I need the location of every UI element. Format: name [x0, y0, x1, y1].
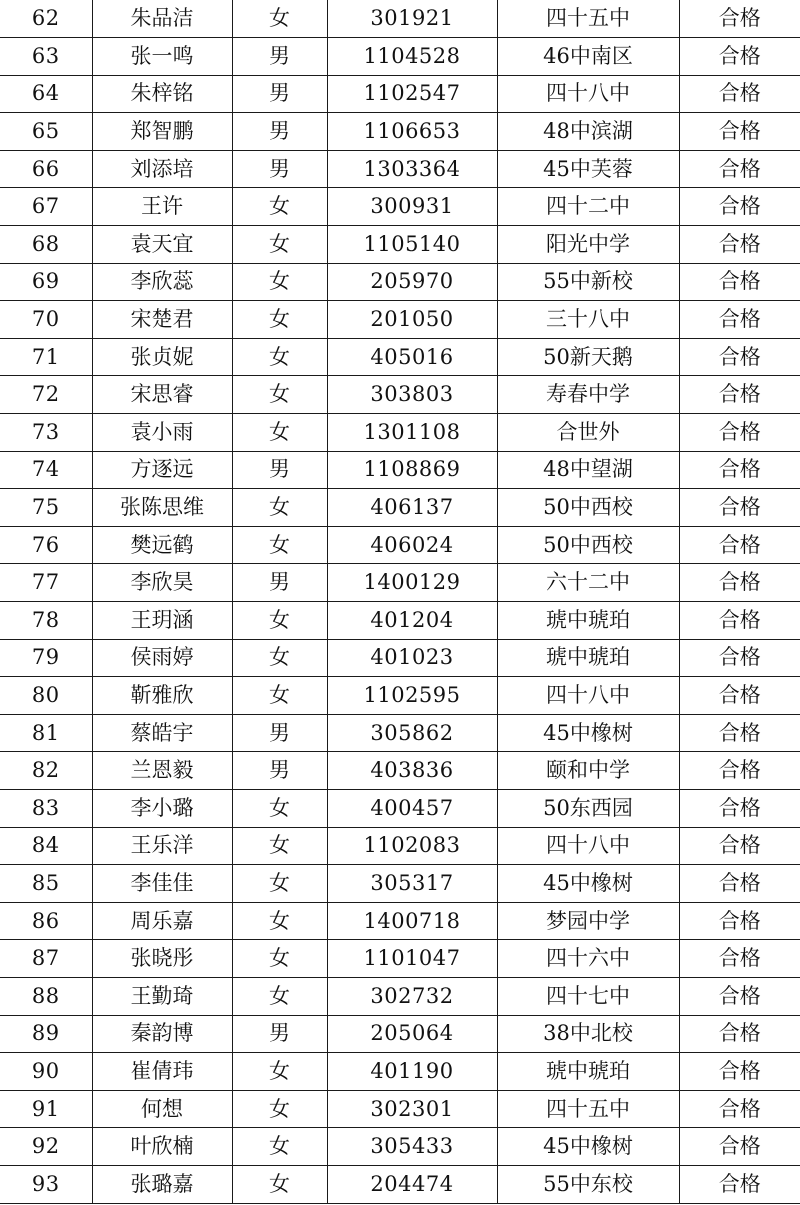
result-cell: 合格 — [679, 113, 800, 151]
result-cell: 合格 — [679, 940, 800, 978]
student-id-cell: 204474 — [327, 1165, 497, 1203]
row-number-cell: 87 — [0, 940, 92, 978]
row-number-cell: 71 — [0, 338, 92, 376]
student-id-cell: 401204 — [327, 602, 497, 640]
table-row — [0, 1128, 800, 1166]
result-cell: 合格 — [679, 564, 800, 602]
result-cell: 合格 — [679, 338, 800, 376]
student-name-cell: 张璐嘉 — [92, 1165, 232, 1203]
gender-cell: 女 — [232, 526, 327, 564]
gender-cell: 女 — [232, 376, 327, 414]
row-number-cell: 90 — [0, 1053, 92, 1091]
student-name-cell: 袁天宜 — [92, 226, 232, 264]
result-cell: 合格 — [679, 451, 800, 489]
student-name-cell: 宋楚君 — [92, 301, 232, 339]
row-number-cell: 83 — [0, 789, 92, 827]
student-id-cell: 400457 — [327, 789, 497, 827]
result-cell: 合格 — [679, 526, 800, 564]
table-row — [0, 789, 800, 827]
result-cell: 合格 — [679, 865, 800, 903]
table-row — [0, 865, 800, 903]
table-row — [0, 113, 800, 151]
row-number-cell: 62 — [0, 0, 92, 38]
gender-cell: 男 — [232, 150, 327, 188]
result-cell: 合格 — [679, 150, 800, 188]
school-cell: 55中东校 — [497, 1165, 679, 1203]
student-id-cell: 1400129 — [327, 564, 497, 602]
gender-cell: 男 — [232, 752, 327, 790]
student-id-cell: 1106653 — [327, 113, 497, 151]
school-cell: 45中橡树 — [497, 1128, 679, 1166]
table-row — [0, 376, 800, 414]
gender-cell: 女 — [232, 940, 327, 978]
student-id-cell: 205970 — [327, 263, 497, 301]
result-cell: 合格 — [679, 902, 800, 940]
table-row — [0, 414, 800, 452]
gender-cell: 男 — [232, 38, 327, 76]
row-number-cell: 86 — [0, 902, 92, 940]
table-row — [0, 752, 800, 790]
table-row — [0, 902, 800, 940]
student-name-cell: 袁小雨 — [92, 414, 232, 452]
result-cell: 合格 — [679, 752, 800, 790]
result-cell: 合格 — [679, 376, 800, 414]
school-cell: 寿春中学 — [497, 376, 679, 414]
row-number-cell: 81 — [0, 714, 92, 752]
row-number-cell: 73 — [0, 414, 92, 452]
student-name-cell: 刘添培 — [92, 150, 232, 188]
student-id-cell: 303803 — [327, 376, 497, 414]
school-cell: 45中橡树 — [497, 865, 679, 903]
row-number-cell: 92 — [0, 1128, 92, 1166]
result-cell: 合格 — [679, 38, 800, 76]
table-row — [0, 714, 800, 752]
row-number-cell: 67 — [0, 188, 92, 226]
row-number-cell: 63 — [0, 38, 92, 76]
school-cell: 四十二中 — [497, 188, 679, 226]
gender-cell: 女 — [232, 188, 327, 226]
gender-cell: 女 — [232, 0, 327, 38]
result-cell: 合格 — [679, 188, 800, 226]
gender-cell: 女 — [232, 489, 327, 527]
row-number-cell: 80 — [0, 677, 92, 715]
row-number-cell: 78 — [0, 602, 92, 640]
student-id-cell: 300931 — [327, 188, 497, 226]
school-cell: 48中望湖 — [497, 451, 679, 489]
gender-cell: 女 — [232, 1090, 327, 1128]
student-id-cell: 205064 — [327, 1015, 497, 1053]
table-row — [0, 75, 800, 113]
student-id-cell: 301921 — [327, 0, 497, 38]
table-row — [0, 1053, 800, 1091]
student-name-cell: 张贞妮 — [92, 338, 232, 376]
school-cell: 梦园中学 — [497, 902, 679, 940]
result-cell: 合格 — [679, 1165, 800, 1203]
student-id-cell: 305433 — [327, 1128, 497, 1166]
student-id-cell: 201050 — [327, 301, 497, 339]
school-cell: 48中滨湖 — [497, 113, 679, 151]
table-row — [0, 1165, 800, 1203]
result-cell: 合格 — [679, 789, 800, 827]
student-name-cell: 李欣昊 — [92, 564, 232, 602]
student-name-cell: 李小璐 — [92, 789, 232, 827]
table-row — [0, 827, 800, 865]
student-id-cell: 401190 — [327, 1053, 497, 1091]
table-row — [0, 977, 800, 1015]
row-number-cell: 79 — [0, 639, 92, 677]
result-cell: 合格 — [679, 0, 800, 38]
gender-cell: 女 — [232, 338, 327, 376]
school-cell: 50新天鹅 — [497, 338, 679, 376]
student-id-cell: 302301 — [327, 1090, 497, 1128]
result-cell: 合格 — [679, 414, 800, 452]
row-number-cell: 84 — [0, 827, 92, 865]
school-cell: 六十二中 — [497, 564, 679, 602]
table-row — [0, 940, 800, 978]
row-number-cell: 75 — [0, 489, 92, 527]
table-row — [0, 526, 800, 564]
gender-cell: 女 — [232, 865, 327, 903]
student-id-cell: 1104528 — [327, 38, 497, 76]
student-name-cell: 郑智鹏 — [92, 113, 232, 151]
table-row — [0, 226, 800, 264]
student-name-cell: 朱梓铭 — [92, 75, 232, 113]
result-cell: 合格 — [679, 714, 800, 752]
result-cell: 合格 — [679, 301, 800, 339]
table-row — [0, 188, 800, 226]
student-id-cell: 1105140 — [327, 226, 497, 264]
school-cell: 四十五中 — [497, 1090, 679, 1128]
gender-cell: 女 — [232, 301, 327, 339]
student-name-cell: 张陈思维 — [92, 489, 232, 527]
row-number-cell: 76 — [0, 526, 92, 564]
school-cell: 颐和中学 — [497, 752, 679, 790]
gender-cell: 女 — [232, 789, 327, 827]
student-name-cell: 樊远鹤 — [92, 526, 232, 564]
gender-cell: 女 — [232, 602, 327, 640]
student-name-cell: 王乐洋 — [92, 827, 232, 865]
school-cell: 50中西校 — [497, 526, 679, 564]
table-row — [0, 451, 800, 489]
gender-cell: 女 — [232, 677, 327, 715]
gender-cell: 女 — [232, 827, 327, 865]
table-row — [0, 150, 800, 188]
gender-cell: 女 — [232, 1128, 327, 1166]
row-number-cell: 72 — [0, 376, 92, 414]
table-row — [0, 602, 800, 640]
table-row — [0, 564, 800, 602]
gender-cell: 女 — [232, 902, 327, 940]
student-name-cell: 张一鸣 — [92, 38, 232, 76]
gender-cell: 女 — [232, 1165, 327, 1203]
student-name-cell: 李欣蕊 — [92, 263, 232, 301]
result-cell: 合格 — [679, 489, 800, 527]
row-number-cell: 85 — [0, 865, 92, 903]
result-cell: 合格 — [679, 1090, 800, 1128]
student-name-cell: 方逐远 — [92, 451, 232, 489]
student-name-cell: 何想 — [92, 1090, 232, 1128]
school-cell: 45中芙蓉 — [497, 150, 679, 188]
school-cell: 四十五中 — [497, 0, 679, 38]
school-cell: 琥中琥珀 — [497, 602, 679, 640]
table-row — [0, 1015, 800, 1053]
student-name-cell: 宋思睿 — [92, 376, 232, 414]
school-cell: 55中新校 — [497, 263, 679, 301]
row-number-cell: 88 — [0, 977, 92, 1015]
student-name-cell: 兰恩毅 — [92, 752, 232, 790]
row-number-cell: 69 — [0, 263, 92, 301]
student-id-cell: 403836 — [327, 752, 497, 790]
student-name-cell: 侯雨婷 — [92, 639, 232, 677]
student-name-cell: 周乐嘉 — [92, 902, 232, 940]
row-number-cell: 64 — [0, 75, 92, 113]
gender-cell: 男 — [232, 451, 327, 489]
school-cell: 45中橡树 — [497, 714, 679, 752]
student-name-cell: 李佳佳 — [92, 865, 232, 903]
result-cell: 合格 — [679, 602, 800, 640]
row-number-cell: 70 — [0, 301, 92, 339]
gender-cell: 男 — [232, 564, 327, 602]
student-id-cell: 1102083 — [327, 827, 497, 865]
result-cell: 合格 — [679, 1128, 800, 1166]
row-number-cell: 89 — [0, 1015, 92, 1053]
table-row — [0, 263, 800, 301]
student-id-cell: 406137 — [327, 489, 497, 527]
result-cell: 合格 — [679, 1015, 800, 1053]
student-id-cell: 1101047 — [327, 940, 497, 978]
table-row — [0, 0, 800, 38]
school-cell: 四十八中 — [497, 827, 679, 865]
row-number-cell: 82 — [0, 752, 92, 790]
row-number-cell: 65 — [0, 113, 92, 151]
student-name-cell: 蔡皓宇 — [92, 714, 232, 752]
student-id-cell: 302732 — [327, 977, 497, 1015]
result-cell: 合格 — [679, 1053, 800, 1091]
gender-cell: 女 — [232, 226, 327, 264]
gender-cell: 男 — [232, 1015, 327, 1053]
gender-cell: 女 — [232, 639, 327, 677]
row-number-cell: 77 — [0, 564, 92, 602]
gender-cell: 女 — [232, 263, 327, 301]
school-cell: 四十七中 — [497, 977, 679, 1015]
row-number-cell: 93 — [0, 1165, 92, 1203]
result-cell: 合格 — [679, 263, 800, 301]
student-name-cell: 朱品洁 — [92, 0, 232, 38]
student-id-cell: 305317 — [327, 865, 497, 903]
table-row — [0, 677, 800, 715]
row-number-cell: 74 — [0, 451, 92, 489]
result-cell: 合格 — [679, 75, 800, 113]
school-cell: 四十八中 — [497, 75, 679, 113]
gender-cell: 女 — [232, 1053, 327, 1091]
school-cell: 46中南区 — [497, 38, 679, 76]
school-cell: 琥中琥珀 — [497, 1053, 679, 1091]
school-cell: 三十八中 — [497, 301, 679, 339]
result-cell: 合格 — [679, 827, 800, 865]
school-cell: 琥中琥珀 — [497, 639, 679, 677]
table-row — [0, 639, 800, 677]
student-name-cell: 王玥涵 — [92, 602, 232, 640]
gender-cell: 男 — [232, 113, 327, 151]
student-name-cell: 王勤琦 — [92, 977, 232, 1015]
gender-cell: 男 — [232, 75, 327, 113]
gender-cell: 男 — [232, 714, 327, 752]
result-cell: 合格 — [679, 977, 800, 1015]
school-cell: 四十八中 — [497, 677, 679, 715]
school-cell: 阳光中学 — [497, 226, 679, 264]
student-name-cell: 崔倩玮 — [92, 1053, 232, 1091]
gender-cell: 女 — [232, 414, 327, 452]
row-number-cell: 68 — [0, 226, 92, 264]
table-row — [0, 338, 800, 376]
student-id-cell: 406024 — [327, 526, 497, 564]
student-id-cell: 1303364 — [327, 150, 497, 188]
school-cell: 50中西校 — [497, 489, 679, 527]
result-cell: 合格 — [679, 639, 800, 677]
student-id-cell: 401023 — [327, 639, 497, 677]
student-id-cell: 305862 — [327, 714, 497, 752]
student-id-cell: 1102547 — [327, 75, 497, 113]
student-name-cell: 叶欣楠 — [92, 1128, 232, 1166]
table-row — [0, 38, 800, 76]
student-id-cell: 405016 — [327, 338, 497, 376]
student-name-cell: 张晓彤 — [92, 940, 232, 978]
result-cell: 合格 — [679, 677, 800, 715]
result-cell: 合格 — [679, 226, 800, 264]
table-row — [0, 489, 800, 527]
table-row — [0, 301, 800, 339]
student-id-cell: 1301108 — [327, 414, 497, 452]
student-name-cell: 秦韵博 — [92, 1015, 232, 1053]
table-row — [0, 1090, 800, 1128]
gender-cell: 女 — [232, 977, 327, 1015]
school-cell: 50东西园 — [497, 789, 679, 827]
school-cell: 38中北校 — [497, 1015, 679, 1053]
row-number-cell: 91 — [0, 1090, 92, 1128]
student-id-cell: 1108869 — [327, 451, 497, 489]
student-name-cell: 靳雅欣 — [92, 677, 232, 715]
row-number-cell: 66 — [0, 150, 92, 188]
school-cell: 合世外 — [497, 414, 679, 452]
student-name-cell: 王许 — [92, 188, 232, 226]
student-id-cell: 1400718 — [327, 902, 497, 940]
school-cell: 四十六中 — [497, 940, 679, 978]
student-id-cell: 1102595 — [327, 677, 497, 715]
